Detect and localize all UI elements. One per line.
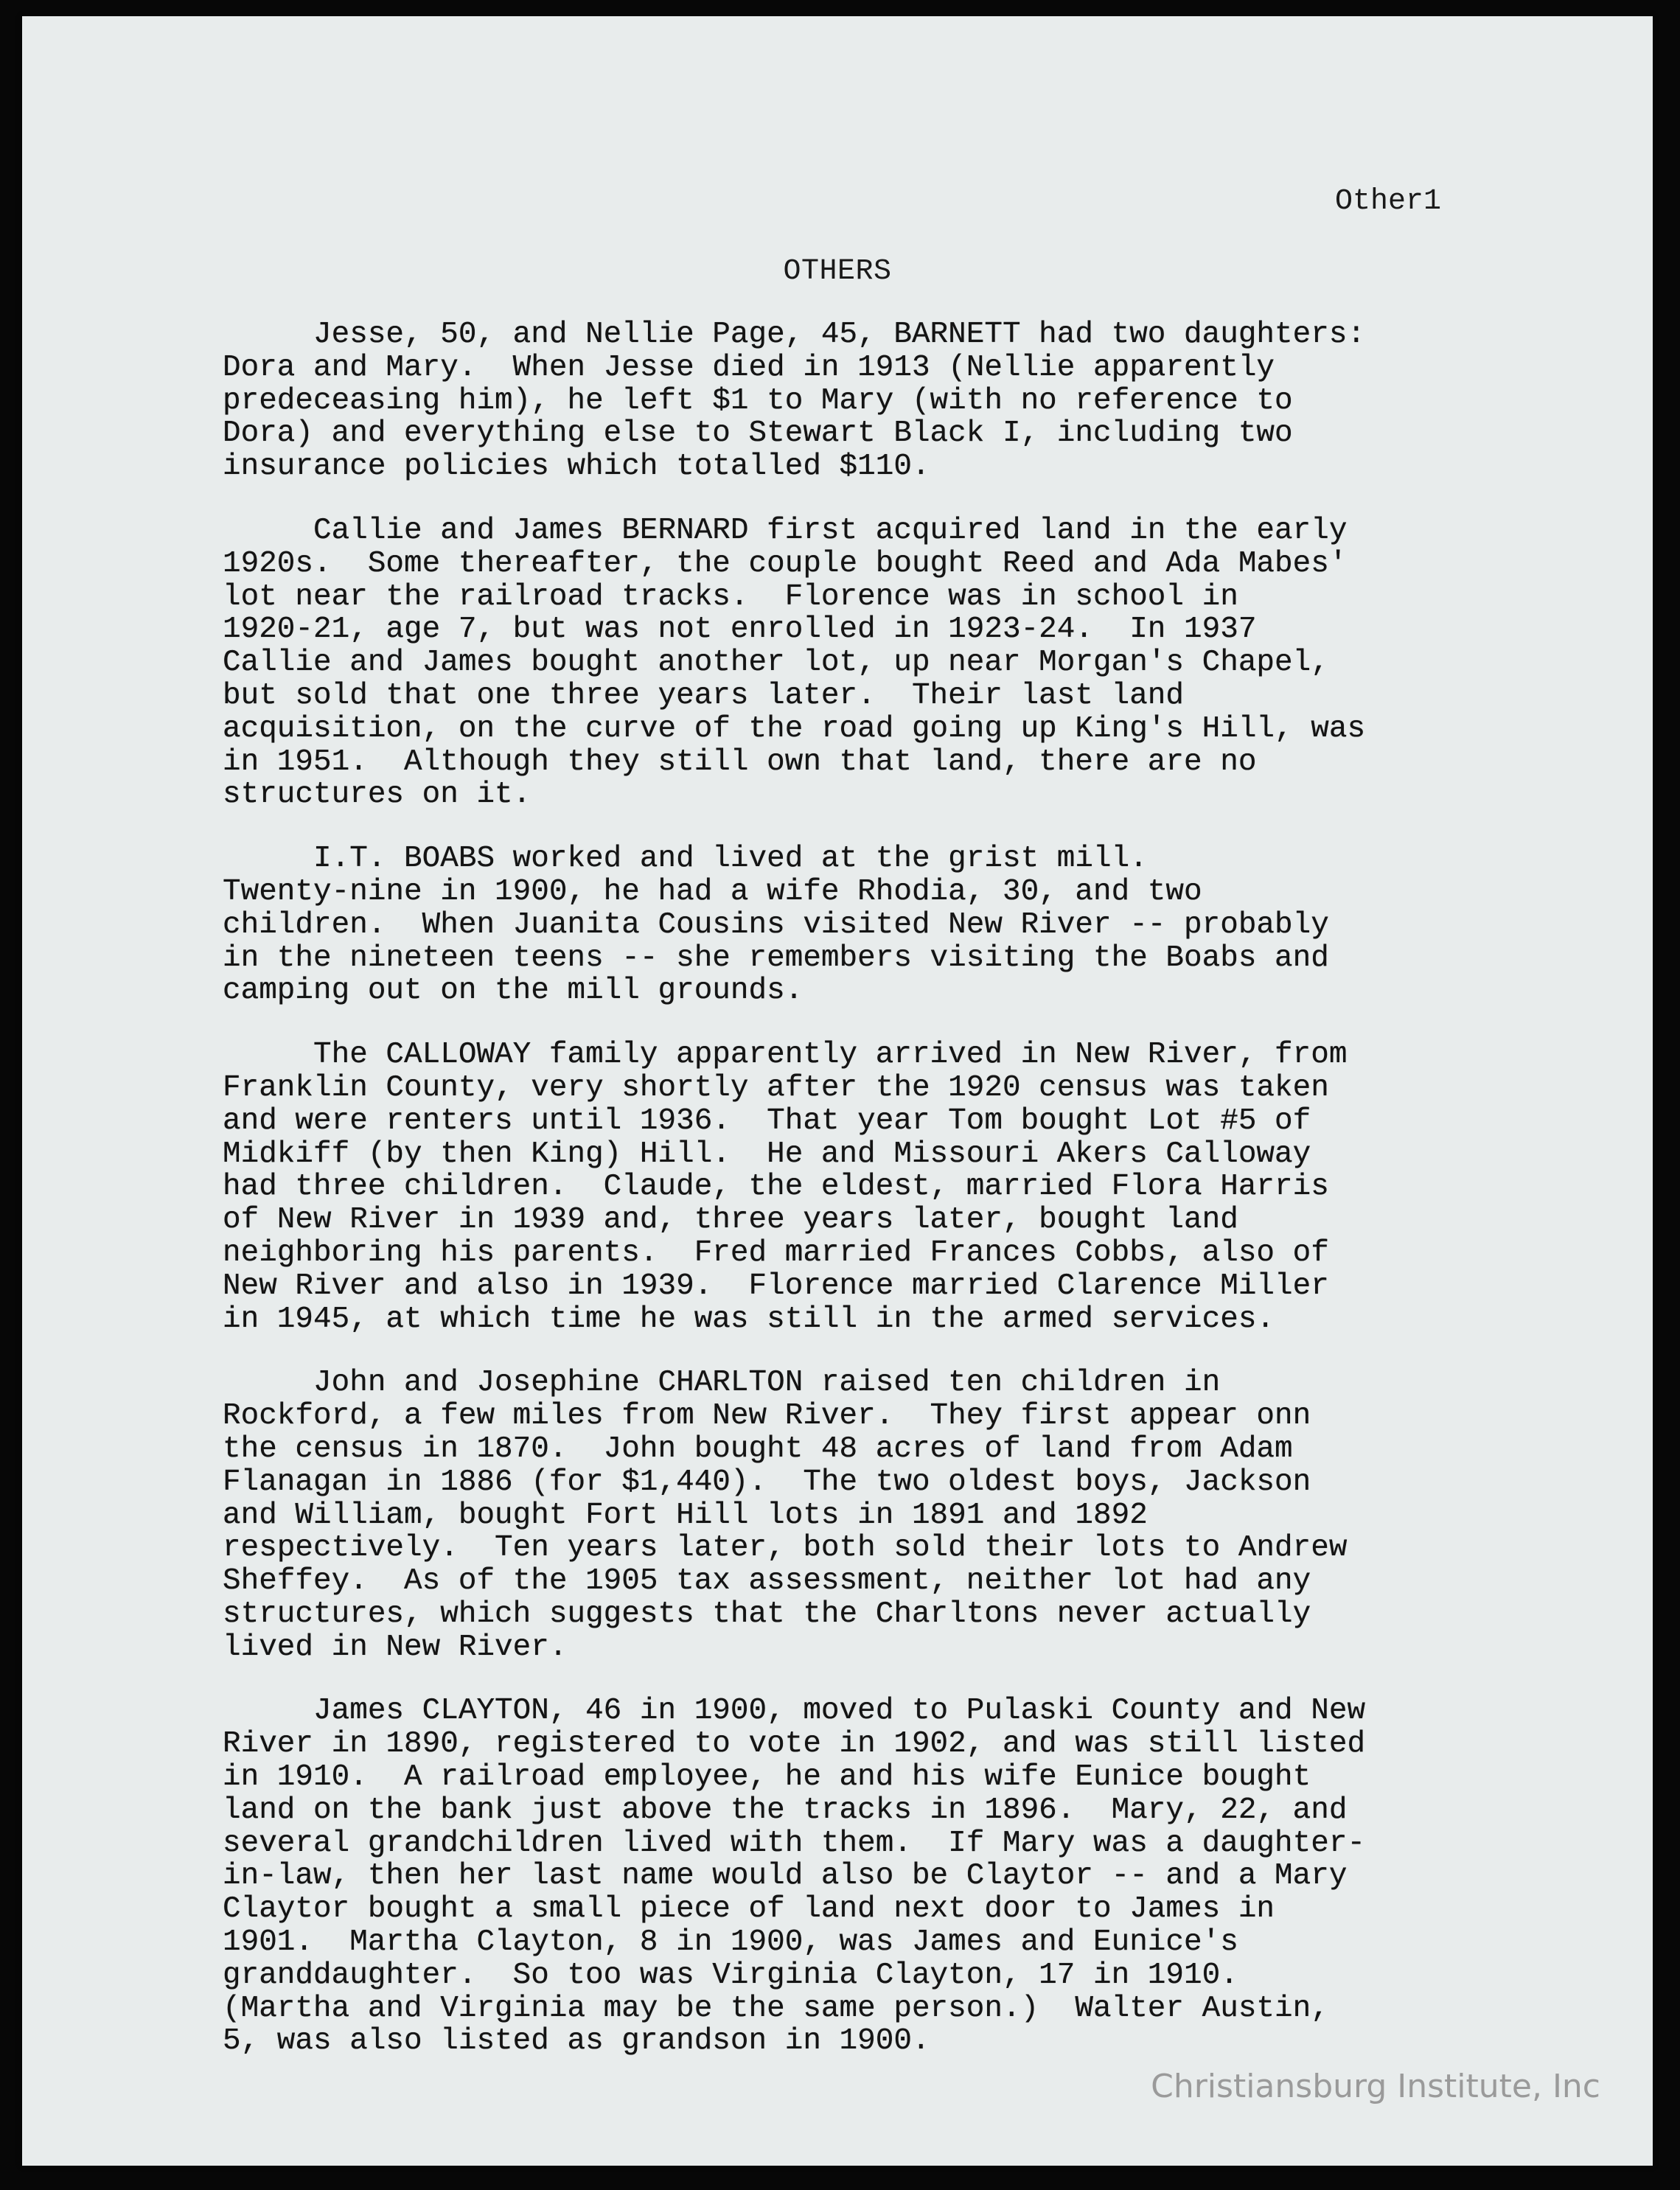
text-line: in 1910. A railroad employee, he and his wife Eunice bought bbox=[223, 1760, 1311, 1795]
text-line: lot near the railroad tracks. Florence was in school in bbox=[223, 579, 1238, 614]
paragraph bbox=[223, 843, 1491, 1008]
text-line: Midkiff (by then King) Hill. He and Missouri Akers Calloway bbox=[223, 1137, 1311, 1171]
document-body bbox=[223, 318, 1491, 2089]
text-line: 1920s. Some thereafter, the couple bought Reed and Ada Mabes' bbox=[223, 546, 1348, 581]
watermark-text: Christiansburg Institute, Inc bbox=[1151, 2068, 1600, 2105]
text-line: Callie and James bought another lot, up near Morgan's Chapel, bbox=[223, 646, 1329, 680]
text-line: in 1945, at which time he was still in the armed services. bbox=[223, 1302, 1275, 1336]
text-line: Flanagan in 1886 (for $1,440). The two oldest boys, Jackson bbox=[223, 1465, 1311, 1499]
text-line: and William, bought Fort Hill lots in 1891 and 1892 bbox=[223, 1498, 1148, 1532]
text-line: Dora and Mary. When Jesse died in 1913 (Nellie apparently bbox=[223, 350, 1275, 385]
text-line: in 1951. Although they still own that land, there are no bbox=[223, 744, 1257, 779]
text-line: (Martha and Virginia may be the same person.) Walter Austin, bbox=[223, 1991, 1329, 2026]
text-line: in the nineteen teens -- she remembers visiting the Boabs and bbox=[223, 941, 1329, 975]
text-line: neighboring his parents. Fred married Frances Cobbs, also of bbox=[223, 1235, 1329, 1270]
text-line: Callie and James BERNARD first acquired land in the early bbox=[223, 513, 1348, 548]
text-line: acquisition, on the curve of the road going up King's Hill, was bbox=[223, 711, 1366, 746]
paragraph bbox=[223, 1367, 1491, 1664]
page-title: OTHERS bbox=[783, 255, 892, 288]
text-line: Twenty-nine in 1900, he had a wife Rhodia, 30, and two bbox=[223, 874, 1202, 909]
text-line: Sheffey. As of the 1905 tax assessment, neither lot had any bbox=[223, 1564, 1311, 1599]
paragraph bbox=[223, 1039, 1491, 1336]
text-line: but sold that one three years later. Their last land bbox=[223, 678, 1185, 713]
text-line: 5, was also listed as grandson in 1900. bbox=[223, 2024, 930, 2059]
document-page bbox=[22, 16, 1653, 2166]
text-line: of New River in 1939 and, three years later, bought land bbox=[223, 1203, 1238, 1238]
text-line: River in 1890, registered to vote in 1902, and was still listed bbox=[223, 1727, 1366, 1762]
text-line: James CLAYTON, 46 in 1900, moved to Pulaski County and New bbox=[223, 1694, 1366, 1729]
text-line: Dora) and everything else to Stewart Black I, including two bbox=[223, 416, 1293, 451]
text-line: Jesse, 50, and Nellie Page, 45, BARNETT had two daughters: bbox=[223, 318, 1366, 352]
text-line: I.T. BOABS worked and lived at the grist mill. bbox=[223, 842, 1148, 876]
text-line: land on the bank just above the tracks in 1896. Mary, 22, and bbox=[223, 1793, 1348, 1827]
text-line: John and Josephine CHARLTON raised ten children in bbox=[223, 1366, 1221, 1401]
paragraph bbox=[223, 318, 1491, 484]
text-line: 1920-21, age 7, but was not enrolled in 1923-24. In 1937 bbox=[223, 613, 1257, 647]
text-line: insurance policies which totalled $110. bbox=[223, 450, 930, 484]
text-line: Claytor bought a small piece of land next door to James in bbox=[223, 1892, 1275, 1927]
text-line: 1901. Martha Clayton, 8 in 1900, was James and Eunice's bbox=[223, 1925, 1238, 1960]
text-line: New River and also in 1939. Florence married Clarence Miller bbox=[223, 1269, 1329, 1303]
text-line: several grandchildren lived with them. If Mary was a daughter- bbox=[223, 1826, 1366, 1861]
text-line: The CALLOWAY family apparently arrived in New River, from bbox=[223, 1038, 1348, 1073]
paragraph bbox=[223, 1695, 1491, 2058]
text-line: lived in New River. bbox=[223, 1630, 568, 1664]
text-line: the census in 1870. John bought 48 acres of land from Adam bbox=[223, 1431, 1293, 1466]
text-line: predeceasing him), he left $1 to Mary (with no reference to bbox=[223, 383, 1293, 418]
text-line: had three children. Claude, the eldest, married Flora Harris bbox=[223, 1170, 1329, 1204]
text-line: camping out on the mill grounds. bbox=[223, 974, 804, 1008]
page-number: Other1 bbox=[1334, 185, 1441, 218]
text-line: in-law, then her last name would also be Claytor -- and a Mary bbox=[223, 1859, 1348, 1894]
paragraph bbox=[223, 515, 1491, 812]
text-line: and were renters until 1936. That year Tom bought Lot #5 of bbox=[223, 1103, 1311, 1138]
text-line: structures, which suggests that the Charltons never actually bbox=[223, 1597, 1311, 1631]
text-line: Franklin County, very shortly after the 1920 census was taken bbox=[223, 1070, 1329, 1105]
text-line: respectively. Ten years later, both sold their lots to Andrew bbox=[223, 1531, 1348, 1566]
text-line: Rockford, a few miles from New River. They first appear onn bbox=[223, 1399, 1311, 1434]
text-line: structures on it. bbox=[223, 778, 531, 812]
text-line: children. When Juanita Cousins visited New River -- probably bbox=[223, 907, 1329, 942]
text-line: granddaughter. So too was Virginia Clayton, 17 in 1910. bbox=[223, 1958, 1238, 1992]
